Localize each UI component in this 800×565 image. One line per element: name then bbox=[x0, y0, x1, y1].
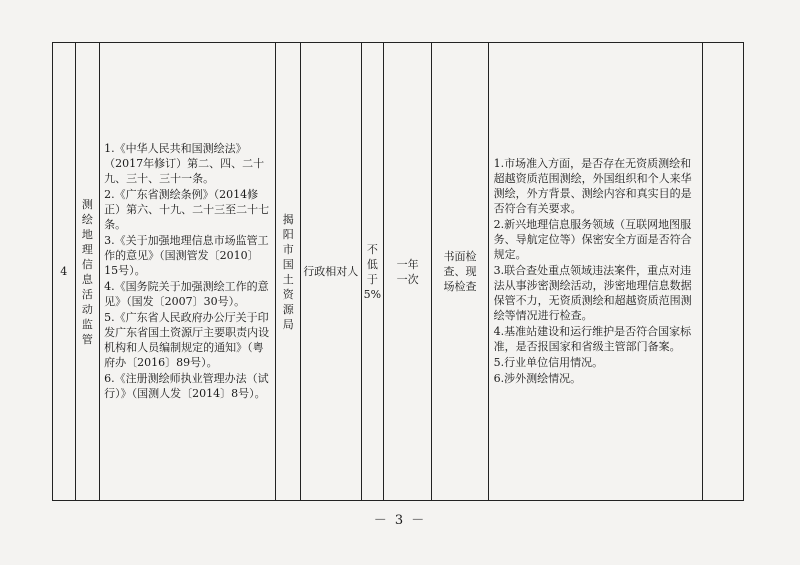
inspection-ratio: 不低于5% bbox=[363, 242, 382, 301]
method-cell bbox=[432, 43, 488, 501]
frequency-cell bbox=[384, 43, 432, 501]
basis-line: 2.《广东省测绘条例》（2014修正）第六、十九、二十三至二十七条。 bbox=[104, 188, 270, 231]
content-line: 3.联合查处重点领域违法案件，重点对违法从事涉密测绘活动，涉密地理信息数据保管不力，无资质测绘和超越资质范围测绘等情况进行检查。 bbox=[493, 264, 692, 322]
basis-line: 5.《广东省人民政府办公厅关于印发广东省国土资源厅主要职责内设机构和人员编制规定的通知》（粤府办〔2016〕89号）。 bbox=[104, 311, 270, 369]
subject-cell bbox=[276, 43, 301, 501]
row-number: 4 bbox=[53, 43, 76, 501]
content-line: 6.涉外测绘情况。 bbox=[493, 372, 582, 385]
basis-line: 4.《国务院关于加强测绘工作的意见》（国发〔2007〕30号）。 bbox=[104, 280, 269, 308]
inspection-method: 书面检查、现场检查 bbox=[443, 250, 477, 293]
remarks-cell bbox=[702, 43, 743, 501]
basis-line: 1.《中华人民共和国测绘法》（2017年修订）第二、四、二十九、三十、三十一条。 bbox=[104, 142, 265, 185]
content-line: 1.市场准入方面，是否存在无资质测绘和超越资质范围测绘，外国组织和个人来华测绘，外方背景、测绘内容和真实目的是否符合有关要求。 bbox=[493, 157, 692, 215]
content-line: 5.行业单位信用情况。 bbox=[493, 356, 604, 369]
basis-line: 6.《注册测绘师执业管理办法（试行）》（国测人发〔2014〕8号）。 bbox=[104, 372, 269, 400]
ratio-cell bbox=[361, 43, 384, 501]
item-name-cell bbox=[75, 43, 100, 501]
supervision-table bbox=[52, 42, 744, 501]
inspection-object: 行政相对人 bbox=[301, 43, 361, 501]
table-row bbox=[53, 43, 744, 501]
content-line: 2.新兴地理信息服务领域（互联网地图服务、导航定位等）保密安全方面是否符合规定。 bbox=[493, 218, 692, 261]
inspection-subject: 揭阳市国土资源局 bbox=[282, 212, 294, 331]
item-name: 测绘地理信息活动监管 bbox=[81, 197, 93, 346]
basis-line: 3.《关于加强地理信息市场监管工作的意见》（国测管发〔2010〕15号）。 bbox=[104, 234, 269, 277]
inspection-content-cell bbox=[488, 43, 702, 501]
page-number: － 3 － bbox=[373, 513, 427, 528]
legal-basis-cell bbox=[100, 43, 276, 501]
content-line: 4.基准站建设和运行维护是否符合国家标准，是否报国家和省级主管部门备案。 bbox=[493, 325, 692, 353]
inspection-frequency: 一年一次 bbox=[396, 257, 419, 286]
